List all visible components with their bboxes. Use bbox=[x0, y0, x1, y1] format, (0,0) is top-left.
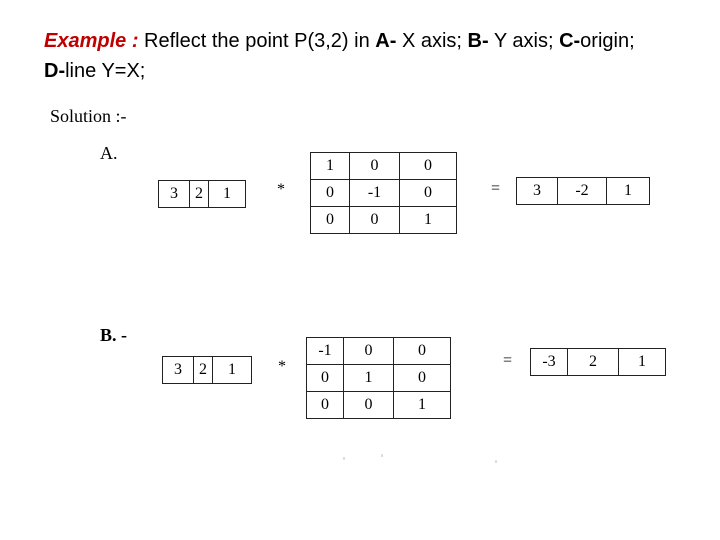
matrix-cell: -1 bbox=[350, 180, 400, 207]
vector-cell: 3 bbox=[163, 357, 194, 384]
matrix-cell: 0 bbox=[311, 207, 350, 234]
vector-cell: 2 bbox=[194, 357, 213, 384]
matrix-cell: 0 bbox=[344, 338, 394, 365]
part-b-transform-matrix bbox=[306, 337, 451, 419]
solution-label: Solution :- bbox=[50, 106, 127, 126]
result-cell: 3 bbox=[517, 178, 558, 205]
part-b-result-vector bbox=[530, 348, 666, 376]
matrix-cell: 0 bbox=[344, 392, 394, 419]
matrix-cell: 1 bbox=[311, 153, 350, 180]
scan-artifact bbox=[495, 460, 497, 463]
example-label: Example : bbox=[44, 30, 139, 52]
vector-cell: 3 bbox=[159, 181, 190, 208]
title-text-2: X axis; bbox=[396, 30, 468, 52]
matrix-cell: 0 bbox=[307, 365, 344, 392]
matrix-cell: 0 bbox=[400, 180, 457, 207]
part-a-transform-matrix bbox=[310, 152, 457, 234]
vector-cell: 2 bbox=[190, 181, 209, 208]
matrix-cell: 0 bbox=[350, 153, 400, 180]
result-cell: 2 bbox=[568, 349, 619, 376]
title-a-label: A- bbox=[375, 30, 397, 52]
slide-title bbox=[44, 26, 694, 86]
part-a-multiply-sign: * bbox=[277, 181, 285, 198]
part-b-point-vector bbox=[162, 356, 252, 384]
matrix-cell: 1 bbox=[400, 207, 457, 234]
part-b-label: B. - bbox=[100, 325, 127, 345]
result-cell: 1 bbox=[619, 349, 666, 376]
result-cell: -3 bbox=[531, 349, 568, 376]
title-text-4: origin; bbox=[580, 30, 635, 52]
title-d-label: D- bbox=[44, 60, 66, 82]
matrix-cell: 0 bbox=[394, 338, 451, 365]
matrix-cell: 0 bbox=[350, 207, 400, 234]
part-a-point-vector bbox=[158, 180, 246, 208]
result-cell: 1 bbox=[607, 178, 650, 205]
result-cell: -2 bbox=[558, 178, 607, 205]
part-a-result-vector bbox=[516, 177, 650, 205]
title-b-label: B- bbox=[467, 30, 489, 52]
part-a-equals-sign: = bbox=[491, 180, 501, 197]
vector-cell: 1 bbox=[209, 181, 246, 208]
title-text-5: line Y=X; bbox=[65, 60, 146, 82]
vector-cell: 1 bbox=[213, 357, 252, 384]
part-a-label: A. bbox=[100, 143, 118, 163]
matrix-cell: 0 bbox=[394, 365, 451, 392]
part-b-equals-sign: = bbox=[503, 352, 513, 369]
matrix-cell: 0 bbox=[307, 392, 344, 419]
matrix-cell: 0 bbox=[311, 180, 350, 207]
matrix-cell: 0 bbox=[400, 153, 457, 180]
scan-artifact bbox=[343, 457, 345, 460]
title-text-1: Reflect the point P(3,2) in bbox=[138, 30, 376, 52]
matrix-cell: 1 bbox=[344, 365, 394, 392]
matrix-cell: 1 bbox=[394, 392, 451, 419]
title-text-3: Y axis; bbox=[488, 30, 560, 52]
title-c-label: C- bbox=[559, 30, 581, 52]
scan-artifact bbox=[381, 454, 383, 457]
matrix-cell: -1 bbox=[307, 338, 344, 365]
part-b-multiply-sign: * bbox=[278, 358, 286, 375]
